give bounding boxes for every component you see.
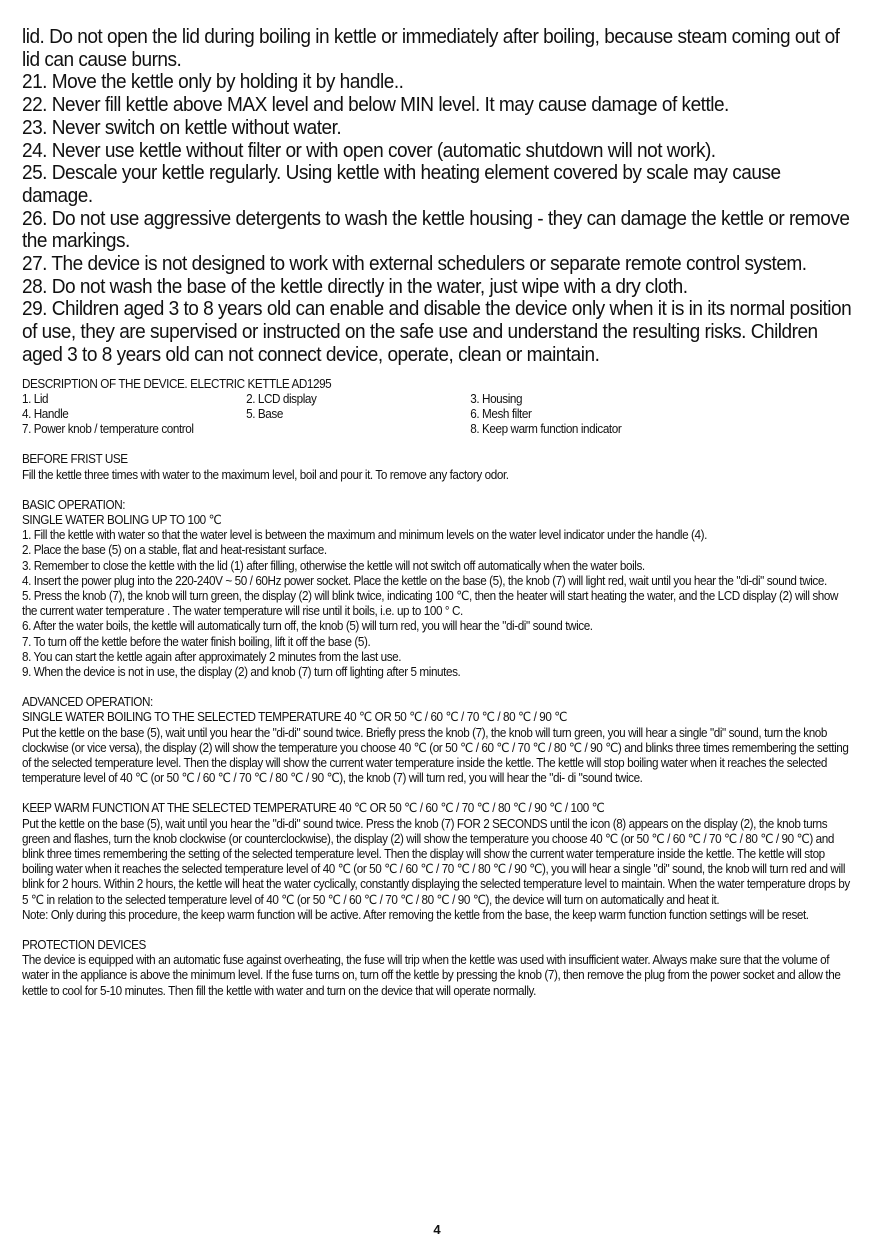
section-text: Put the kettle on the base (5), wait until you hear the "di-di" sound twice. Briefly press the knob (7), the knob will turn green, you will hear a single "di" sound, turn the knob clockwise (or vice versa), the display (2) will show the temperature you choose 40 ℃ (or 50 ℃ / 60 ℃ / 70 ℃ / 80 ℃ / 90 ℃) and blinks three times remembering the setting of the selected temperature level. Then the display will show the current water temperature inside the kettle. The kettle will stop boiling water when it reaches the selected temperature level of 40 ℃ (or 50 ℃ / 60 ℃ / 70 ℃ / 80 ℃ / 90 ℃), the knob (7) will turn red, you will hear the "di- di "sound twice.	[22, 725, 849, 786]
part-item: 2. LCD display	[246, 391, 317, 406]
safety-item: 23. Never switch on kettle without water.	[22, 115, 342, 139]
advanced-operation-section	[22, 695, 852, 786]
section-text: Put the kettle on the base (5), wait until you hear the "di-di" sound twice. Press the knob (7) FOR 2 SECONDS until the icon (8) appears on the display (2), the knob turns green and flashes, turn the knob clockwise (or counterclockwise), the display (2) will show the temperature you choose 40 ℃ (or 50 ℃ / 60 ℃ / 70 ℃ / 80 ℃ / 90 ℃) and blink three times remembering the setting of the selected temperature level. Then the display will show the current water temperature inside the kettle. The kettle will stop boiling water when it reaches the selected temperature level of 40 ℃ (or 50 ℃ / 60 ℃ / 70 ℃ / 80 ℃ / 90 ℃), you will hear a single "di" sound, the knob will turn red and will blink for 2 hours. Within 2 hours, the kettle will heat the water cyclically, constantly displaying the selected temperature level to maintain. When the water temperature drops by 5 ℃ in relation to the selected temperature level of 40 ℃ (or 50 ℃ / 60 ℃ / 70 ℃ / 80 ℃ / 90 ℃), the device will turn on automatically and heat it.	[22, 816, 850, 907]
part-item: 8. Keep warm function indicator	[470, 422, 622, 437]
operation-step: 9. When the device is not in use, the display (2) and knob (7) turn off lighting after 5 minutes.	[22, 665, 461, 679]
keep-warm-section	[22, 801, 852, 923]
operation-step: 4. Insert the power plug into the 220-240V ~ 50 / 60Hz power socket. Place the kettle on the base (5), the knob (7) will light red, wait until you hear the "di-di" sound twice.	[22, 573, 827, 588]
page-number: 4	[433, 1222, 441, 1237]
safety-item: 24. Never use kettle without filter or with open cover (automatic shutdown will not work).	[22, 138, 716, 162]
part-item: 3. Housing	[470, 391, 523, 406]
section-heading: KEEP WARM FUNCTION AT THE SELECTED TEMPERATURE 40 ℃ OR 50 ℃ / 60 ℃ / 70 ℃ / 80 ℃ / 90 ℃ / 100 ℃	[22, 801, 605, 816]
operation-step: 7. To turn off the kettle before the water finish boiling, lift it off the base (5).	[22, 634, 371, 649]
section-heading: ADVANCED OPERATION:	[22, 695, 153, 710]
part-item-empty	[246, 422, 470, 437]
safety-item: lid. Do not open the lid during boiling in kettle or immediately after boiling, because steam coming out of lid can cause burns.	[22, 25, 840, 71]
parts-list	[22, 392, 852, 438]
section-heading: PROTECTION DEVICES	[22, 938, 146, 953]
operation-step: 2. Place the base (5) on a stable, flat and heat-resistant surface.	[22, 543, 327, 558]
part-item: 4. Handle	[22, 406, 69, 421]
before-first-use-section	[22, 452, 852, 482]
section-subheading: SINGLE WATER BOILING TO THE SELECTED TEMPERATURE 40 ℃ OR 50 ℃ / 60 ℃ / 70 ℃ / 80 ℃ / 90 ℃	[22, 710, 568, 725]
section-subheading: SINGLE WATER BOLING UP TO 100 ℃	[22, 512, 222, 527]
safety-item: 22. Never fill kettle above MAX level and below MIN level. It may cause damage of kettle.	[22, 93, 729, 117]
detail-sections	[22, 377, 852, 999]
section-text: The device is equipped with an automatic fuse against overheating, the fuse will trip when the kettle was used with insufficient water. Always make sure that the volume of water in the appliance is above the minimum level. If the fuse turns on, turn off the kettle by pressing the knob (7), then remove the plug from the power socket and allow the kettle to cool for 5-10 minutes. Then fill the kettle with water and turn on the device that will operate normally.	[22, 953, 841, 998]
basic-operation-section	[22, 498, 852, 680]
part-item: 6. Mesh filter	[470, 406, 532, 421]
section-note: Note: Only during this procedure, the keep warm function will be active. After removing the kettle from the base, the keep warm function function settings will be reset.	[22, 907, 809, 922]
safety-item: 29. Children aged 3 to 8 years old can enable and disable the device only when it is in its normal position of use, they are supervised or instructed on the safe use and understand the resulting risks. Children aged 3 to 8 years old can not connect device, operate, clean or maintain.	[22, 297, 852, 366]
safety-item: 28. Do not wash the base of the kettle directly in the water, just wipe with a dry cloth.	[22, 274, 688, 298]
section-heading: BASIC OPERATION:	[22, 497, 126, 512]
part-item: 5. Base	[246, 406, 283, 421]
operation-step: 3. Remember to close the kettle with the lid (1) after filling, otherwise the kettle will not switch off automatically when the water boils.	[22, 558, 645, 573]
section-text: Fill the kettle three times with water to the maximum level, boil and pour it. To remove any factory odor.	[22, 467, 509, 482]
safety-item: 26. Do not use aggressive detergents to wash the kettle housing - they can damage the kettle or remove the markings.	[22, 206, 850, 253]
device-description-section	[22, 377, 852, 438]
operation-step: 8. You can start the kettle again after approximately 2 minutes from the last use.	[22, 649, 402, 664]
protection-devices-section	[22, 938, 852, 999]
safety-instructions-list	[22, 26, 852, 367]
part-item: 1. Lid	[22, 391, 49, 406]
operation-step: 6. After the water boils, the kettle will automatically turn off, the knob (5) will turn red, you will hear the "di-di" sound twice.	[22, 619, 593, 634]
safety-item: 25. Descale your kettle regularly. Using kettle with heating element covered by scale may cause damage.	[22, 161, 781, 207]
part-item: 7. Power knob / temperature control	[22, 422, 194, 437]
section-heading: BEFORE FRIST USE	[22, 452, 128, 467]
safety-item: 27. The device is not designed to work with external schedulers or separate remote control system.	[22, 252, 807, 276]
safety-item: 21. Move the kettle only by holding it by handle..	[22, 70, 404, 94]
section-heading: DESCRIPTION OF THE DEVICE. ELECTRIC KETTLE AD1295	[22, 376, 332, 391]
operation-step: 5. Press the knob (7), the knob will turn green, the display (2) will blink twice, indicating 100 ℃, then the heater will start heating the water, and the LCD display (2) will show the current water temperature . The water temperature will rise until it boils, i.e. up to 100 ° C.	[22, 588, 839, 619]
manual-page	[22, 26, 852, 999]
operation-step: 1. Fill the kettle with water so that the water level is between the maximum and minimum levels on the water level indicator under the handle (4).	[22, 528, 707, 543]
